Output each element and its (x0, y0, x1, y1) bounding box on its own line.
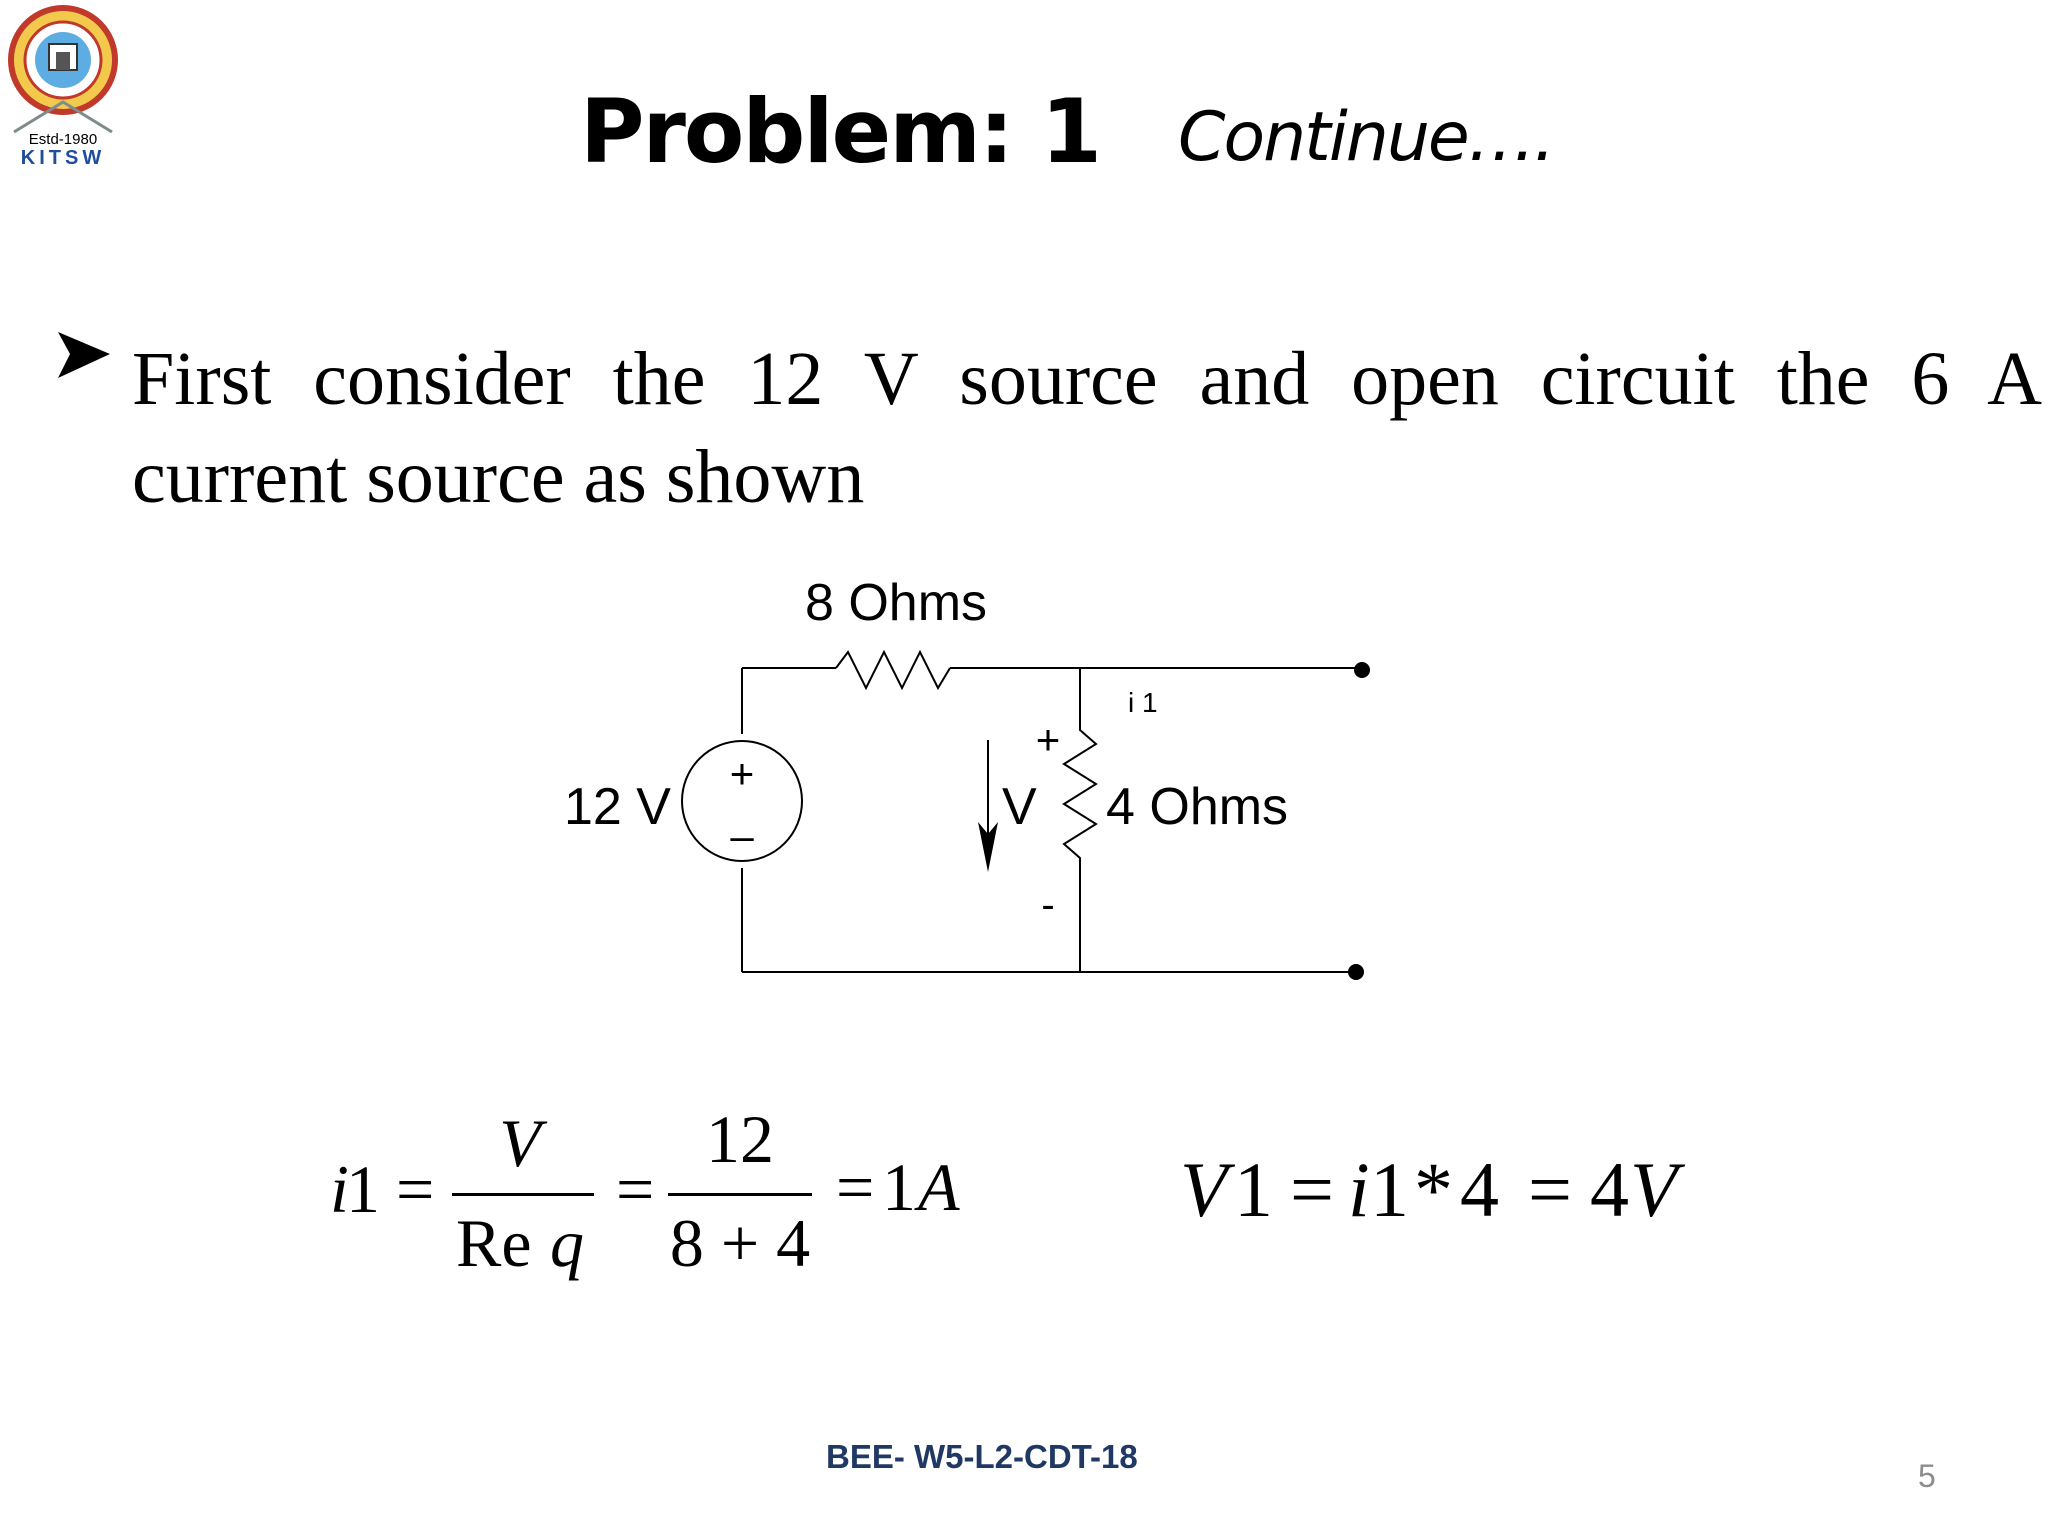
voltage-minus-sign: - (1041, 883, 1055, 927)
logo-name-text: KITSW (20, 147, 106, 168)
eq1-equals-3: = (836, 1149, 875, 1225)
label-i1: i 1 (1128, 687, 1158, 718)
slide-number: 5 (1918, 1458, 1936, 1494)
eq1-frac2-denominator: 8 + 4 (669, 1205, 811, 1281)
eq2-result-number: 4 (1590, 1146, 1629, 1233)
equation-current (330, 1101, 960, 1281)
source-plus-sign: + (729, 750, 755, 797)
eq1-frac1-bar (452, 1193, 594, 1196)
eq2-one: 1 (1234, 1146, 1273, 1233)
eq1-frac2-bar (668, 1193, 812, 1196)
eq2-result-unit: V (1630, 1146, 1678, 1233)
voltage-plus-sign: + (1035, 716, 1061, 763)
eq2-i: i (1348, 1146, 1370, 1233)
eq1-one: 1 (346, 1151, 380, 1227)
eq1-frac1-den-re: Re (456, 1205, 532, 1281)
eq2-times: * (1414, 1146, 1453, 1233)
slide-subtitle: Continue…. (1178, 98, 1554, 177)
logo-estd-text: Estd-1980 (28, 131, 98, 148)
footer-course-code: BEE- W5-L2-CDT-18 (826, 1438, 1138, 1475)
eq1-i: i (330, 1151, 349, 1227)
eq2-equals-1: = (1290, 1146, 1334, 1233)
label-v: V (1002, 778, 1037, 836)
eq2-v: V (1180, 1146, 1228, 1233)
eq1-result-unit: A (918, 1149, 960, 1225)
eq1-equals-1: = (396, 1151, 435, 1227)
eq1-equals-2: = (616, 1151, 655, 1227)
eq2-equals-2: = (1528, 1146, 1572, 1233)
equation-voltage (1180, 1146, 1686, 1233)
bullet-line-1: First consider the 12 V source and open circuit the 6 A (132, 337, 2042, 421)
eq2-i-one: 1 (1370, 1146, 1409, 1233)
eq1-frac1-numerator: V (499, 1105, 541, 1181)
eq1-frac2-numerator: 12 (706, 1101, 774, 1177)
slide-title: Problem: 1 (580, 80, 1100, 183)
bullet-line-2: current source as shown (132, 435, 865, 519)
eq2-four: 4 (1460, 1146, 1499, 1233)
source-minus-sign: – (730, 812, 754, 859)
eq1-result-number: 1 (882, 1149, 916, 1225)
label-8-ohms: 8 Ohms (804, 574, 988, 632)
label-4-ohms: 4 Ohms (1106, 778, 1289, 836)
eq1-frac1-den-q: q (550, 1205, 584, 1281)
label-12-v: 12 V (564, 778, 671, 836)
